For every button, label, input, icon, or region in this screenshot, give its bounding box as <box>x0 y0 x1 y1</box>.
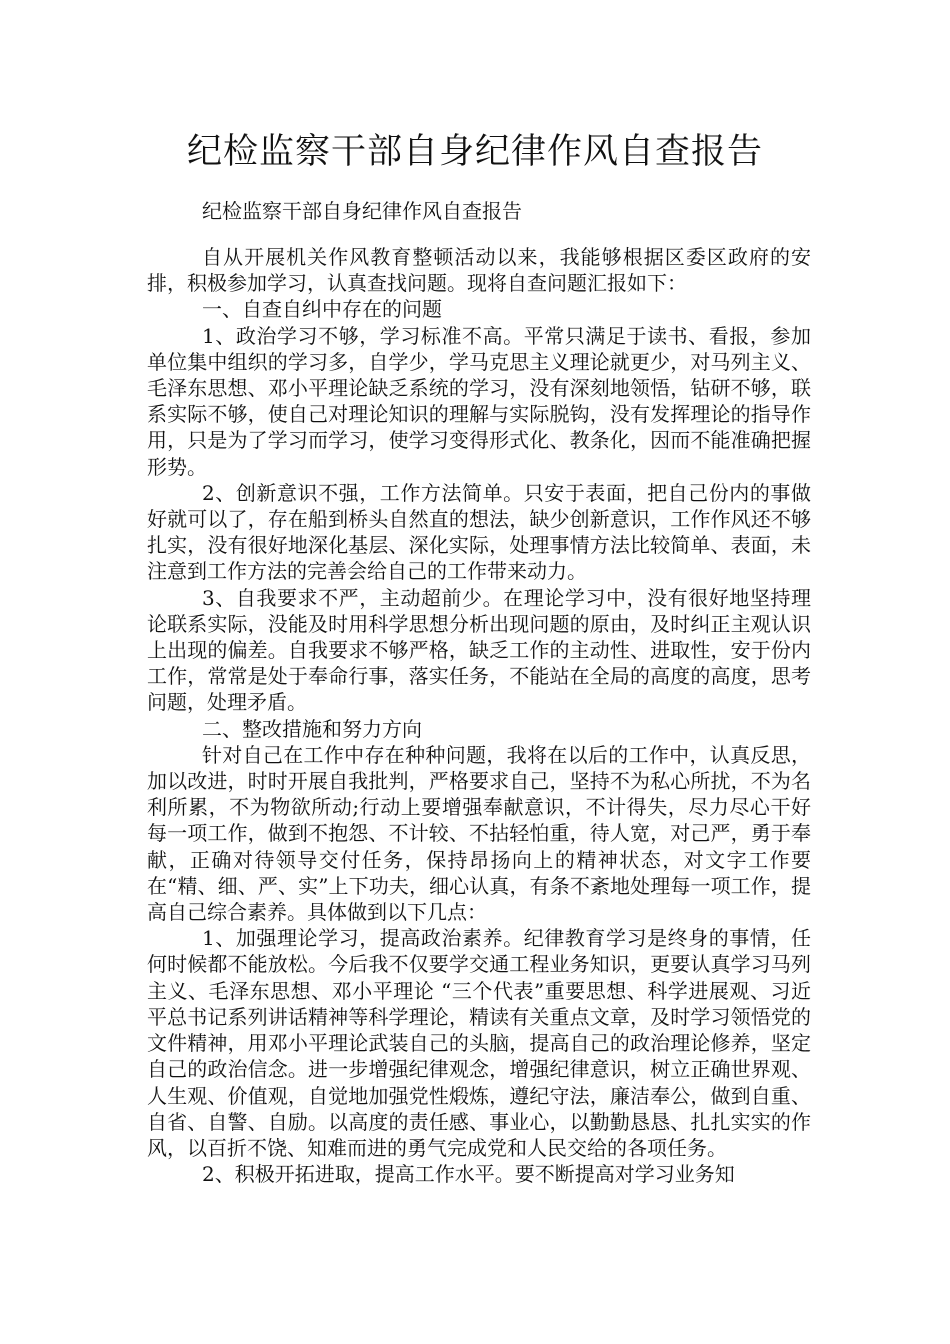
problem-item-2: 2、创新意识不强，工作方法简单。只安于表面，把自己份内的事做好就可以了，存在船到桥头自然直的想法，缺少创新意识，工作作风还不够扎实，没有很好地深化基层、深化实际，处理事情方法比较简单、表面，未注意到工作方法的完善会给自己的工作带来动力。 <box>147 480 811 584</box>
measures-paragraph: 针对自己在工作中存在种种问题，我将在以后的工作中，认真反思，加以改进，时时开展自我批判，严格要求自己，坚持不为私心所扰，不为名利所累，不为物欲所动;行动上要增强奉献意识，不计得失，尽力尽心干好每一项工作，做到不抱怨、不计较、不拈轻怕重，待人宽，对己严，勇于奉献，正确对待领导交付任务，保持昂扬向上的精神状态，对文字工作要在“精、细、严、实”上下功夫，细心认真，有条不紊地处理每一项工作，提高自己综合素养。具体做到以下几点： <box>147 742 811 925</box>
problem-item-3: 3、自我要求不严，主动超前少。在理论学习中，没有很好地坚持理论联系实际，没能及时用科学思想分析出现问题的原由，及时纠正主观认识上出现的偏差。自我要求不够严格，缺乏工作的主动性、进取性，安于份内工作，常常是处于奉命行事，落实任务，不能站在全局的高度的高度，思考问题，处理矛盾。 <box>147 585 811 715</box>
intro-paragraph: 自从开展机关作风教育整顿活动以来，我能够根据区委区政府的安排，积极参加学习，认真查找问题。现将自查问题汇报如下： <box>147 245 811 296</box>
measure-item-2: 2、积极开拓进取，提高工作水平。要不断提高对学习业务知 <box>202 1162 735 1187</box>
measure-item-1: 1、加强理论学习，提高政治素养。纪律教育学习是终身的事情，任何时候都不能放松。今后我不仅要学交通工程业务知识，更要认真学习马列主义、毛泽东思想、邓小平理论 “三个代表”重要思想、科学进展观、习近平总书记系列讲话精神等科学理论，精读有关重点文章，及时学习领悟党的文件精神，用邓小平理论武装自己的头脑，提高自己的政治理论修养，坚定自己的政治信念。进一步增强纪律观念，增强纪律意识，树立正确世界观、人生观、价值观，自觉地加强党性煅炼，遵纪守法，廉洁奉公，做到自重、自省、自警、自励。以高度的责任感、事业心，以勤勤恳恳、扎扎实实的作风，以百折不饶、知难而进的勇气完成党和人民交给的各项任务。 <box>147 926 811 1160</box>
section-heading-measures: 二、整改措施和努力方向 <box>202 716 422 741</box>
document-body <box>147 244 811 1187</box>
document-subtitle: 纪检监察干部自身纪律作风自查报告 <box>202 199 522 223</box>
section-heading-problems: 一、自查自纠中存在的问题 <box>202 297 442 322</box>
problem-item-1: 1、政治学习不够，学习标准不高。平常只满足于读书、看报，参加单位集中组织的学习多，自学少，学马克思主义理论就更少，对马列主义、毛泽东思想、邓小平理论缺乏系统的学习，没有深刻地领悟，钻研不够，联系实际不够，使自己对理论知识的理解与实际脱钩，没有发挥理论的指导作用，只是为了学习而学习，使学习变得形式化、教条化，因而不能准确把握形势。 <box>147 323 811 479</box>
document-title: 纪检监察干部自身纪律作风自查报告 <box>186 132 763 172</box>
